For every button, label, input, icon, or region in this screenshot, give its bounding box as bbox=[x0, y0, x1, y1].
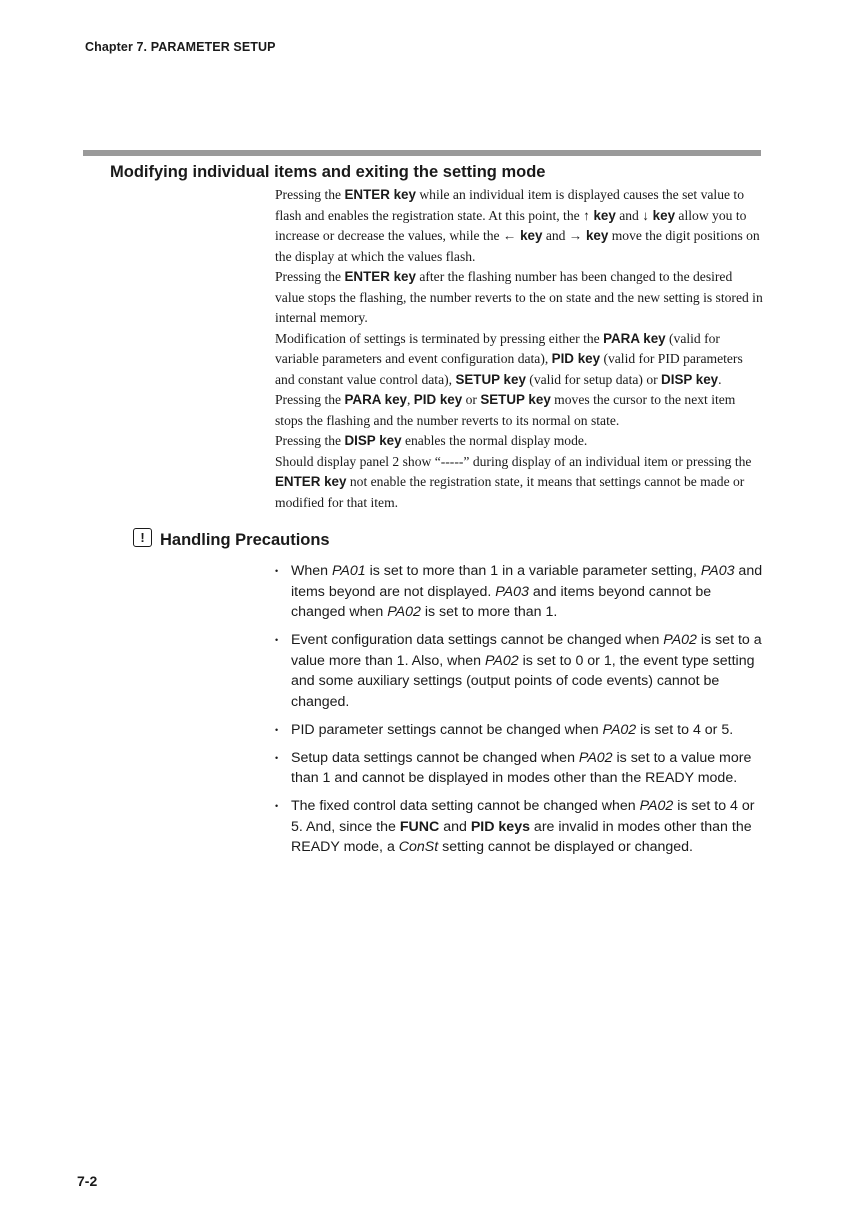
section-body bbox=[275, 185, 765, 513]
key-name: PARA key bbox=[603, 330, 666, 346]
precautions-list bbox=[275, 561, 765, 865]
paragraph-terminate: Modification of settings is terminated by pressing either the PARA key (valid for variable parameters and event configuration data), PID key (valid for PID parameters and constant value control data), SETUP key (valid for setup data) or DISP key. Pressing the PARA key, PID key or SETUP key moves the cursor to the next item stops the flashing and the number reverts to its normal on state. bbox=[275, 330, 743, 428]
key-name: PARA key bbox=[344, 392, 407, 407]
page-number: 7-2 bbox=[77, 1173, 98, 1189]
key-name: DISP key bbox=[344, 433, 402, 448]
precautions-title: Handling Precautions bbox=[160, 531, 330, 549]
key-name: SETUP key bbox=[455, 371, 526, 387]
parameter-code: PA01 bbox=[332, 563, 366, 579]
parameter-code: PA02 bbox=[387, 604, 421, 620]
chapter-header: Chapter 7. PARAMETER SETUP bbox=[85, 40, 276, 54]
key-name: SETUP key bbox=[480, 392, 551, 407]
key-name: ENTER key bbox=[275, 474, 347, 489]
parameter-code: PA02 bbox=[485, 652, 519, 669]
key-name: → key bbox=[568, 228, 609, 243]
list-item: • The fixed control data setting cannot be changed when PA02 is set to 4 or 5. And, since the FUNC and PID keys are invalid in modes other than the READY mode, a ConSt setting cannot be displayed or changed. bbox=[275, 796, 765, 858]
key-name: FUNC bbox=[399, 818, 440, 835]
list-item: • When PA01 is set to more than 1 in a variable parameter setting, PA03 and items beyond are not displayed. PA03 and items beyond cannot be changed when PA02 is set to more than 1. bbox=[275, 561, 765, 623]
parameter-code: PA03 bbox=[700, 563, 735, 579]
key-name: ENTER key bbox=[344, 269, 416, 284]
paragraph-disp: Pressing the DISP key enables the normal display mode. bbox=[275, 433, 588, 448]
section-divider bbox=[83, 150, 761, 156]
paragraph-store-setting: Pressing the ENTER key after the flashing number has been changed to the desired value stops the flashing, the number reverts to the on state and the new setting is stored in internal memory. bbox=[275, 269, 763, 325]
list-item: • Setup data settings cannot be changed when PA02 is set to a value more than 1 and cannot be displayed in modes other than the READY mode. bbox=[275, 748, 765, 789]
key-name: PID key bbox=[551, 351, 601, 366]
key-name: ↓ key bbox=[642, 207, 676, 223]
parameter-code: PA02 bbox=[602, 721, 637, 738]
key-name: PID key bbox=[413, 392, 463, 407]
parameter-code: PA03 bbox=[495, 583, 529, 600]
paragraph-dashes: Should display panel 2 show “-----” during display of an individual item or pressing the ENTER key not enable the registration state, it means that settings cannot be made or modified for that item. bbox=[275, 453, 752, 510]
parameter-code: ConSt bbox=[398, 839, 439, 855]
list-item: • PID parameter settings cannot be changed when PA02 is set to 4 or 5. bbox=[275, 720, 765, 741]
parameter-code: PA02 bbox=[663, 632, 697, 648]
parameter-code: PA02 bbox=[639, 798, 674, 814]
key-name: PID keys bbox=[470, 818, 530, 835]
key-name: DISP key bbox=[661, 371, 719, 387]
exclamation-box-icon: ! bbox=[133, 528, 152, 547]
paragraph-enter-key: Pressing the ENTER key while an individual item is displayed causes the set value to flash and enables the registration state. At this point, the ↑ key and ↓ key allow you to increase or decrease the values, while the ← key and → key move the digit positions on the display at which the values flash. bbox=[275, 187, 760, 264]
list-item: • Event configuration data settings cannot be changed when PA02 is set to a value more than 1. Also, when PA02 is set to 0 or 1, the event type setting and some auxiliary settings (output points of code events) cannot be changed. bbox=[275, 630, 765, 712]
parameter-code: PA02 bbox=[578, 749, 613, 766]
key-name: ← key bbox=[502, 228, 543, 243]
key-name: ↑ key bbox=[583, 207, 616, 223]
section-title: Modifying individual items and exiting the setting mode bbox=[110, 163, 546, 181]
key-name: ENTER key bbox=[344, 187, 416, 202]
